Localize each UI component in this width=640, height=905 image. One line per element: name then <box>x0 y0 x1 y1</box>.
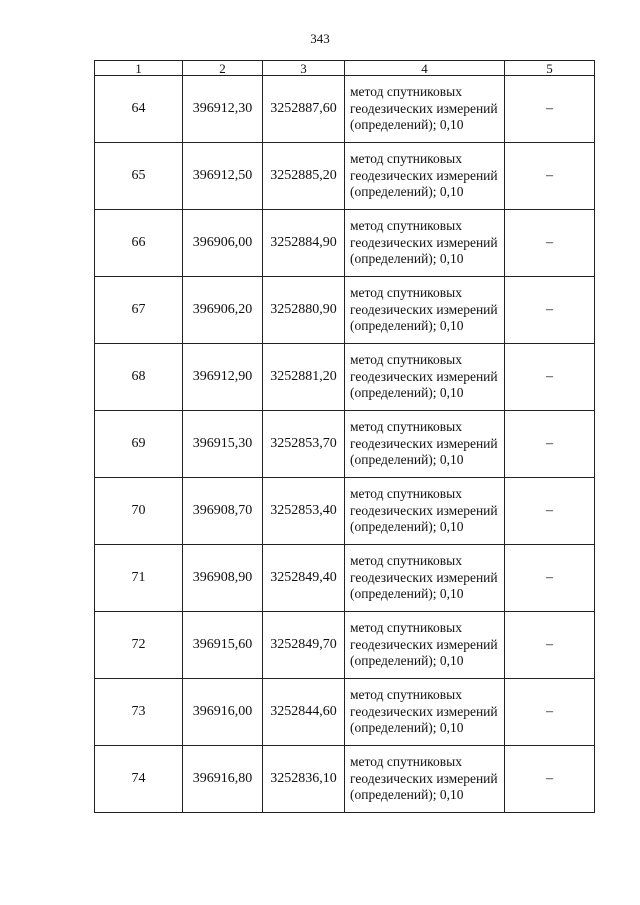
table-row <box>95 411 595 478</box>
method-cell: метод спутниковых геодезических измерений (определений); 0,10 <box>345 76 505 143</box>
x-coordinate-cell: 396916,00 <box>183 679 263 746</box>
method-cell: метод спутниковых геодезических измерений (определений); 0,10 <box>345 277 505 344</box>
method-cell: метод спутниковых геодезических измерений (определений); 0,10 <box>345 545 505 612</box>
y-coordinate-cell: 3252884,90 <box>263 210 345 277</box>
table-row <box>95 344 595 411</box>
table-row <box>95 76 595 143</box>
point-number-cell: 70 <box>95 478 183 545</box>
note-cell: – <box>505 612 595 679</box>
x-coordinate-cell: 396915,30 <box>183 411 263 478</box>
table-row <box>95 210 595 277</box>
x-coordinate-cell: 396912,90 <box>183 344 263 411</box>
x-coordinate-cell: 396908,90 <box>183 545 263 612</box>
point-number-cell: 64 <box>95 76 183 143</box>
column-header-2: 2 <box>183 61 263 76</box>
point-number-cell: 74 <box>95 746 183 813</box>
x-coordinate-cell: 396906,20 <box>183 277 263 344</box>
note-cell: – <box>505 679 595 746</box>
y-coordinate-cell: 3252849,70 <box>263 612 345 679</box>
note-cell: – <box>505 344 595 411</box>
y-coordinate-cell: 3252885,20 <box>263 143 345 210</box>
y-coordinate-cell: 3252853,70 <box>263 411 345 478</box>
point-number-cell: 67 <box>95 277 183 344</box>
note-cell: – <box>505 478 595 545</box>
method-cell: метод спутниковых геодезических измерений (определений); 0,10 <box>345 746 505 813</box>
method-cell: метод спутниковых геодезических измерений (определений); 0,10 <box>345 411 505 478</box>
column-header-5: 5 <box>505 61 595 76</box>
point-number-cell: 69 <box>95 411 183 478</box>
page-number: 343 <box>310 31 330 46</box>
table-row <box>95 612 595 679</box>
table-row <box>95 143 595 210</box>
method-cell: метод спутниковых геодезических измерений (определений); 0,10 <box>345 679 505 746</box>
note-cell: – <box>505 143 595 210</box>
note-cell: – <box>505 411 595 478</box>
y-coordinate-cell: 3252880,90 <box>263 277 345 344</box>
y-coordinate-cell: 3252881,20 <box>263 344 345 411</box>
note-cell: – <box>505 746 595 813</box>
y-coordinate-cell: 3252836,10 <box>263 746 345 813</box>
coordinates-table <box>94 60 595 813</box>
point-number-cell: 65 <box>95 143 183 210</box>
point-number-cell: 68 <box>95 344 183 411</box>
table-row <box>95 746 595 813</box>
table-row <box>95 478 595 545</box>
column-header-1: 1 <box>95 61 183 76</box>
note-cell: – <box>505 277 595 344</box>
note-cell: – <box>505 210 595 277</box>
note-cell: – <box>505 545 595 612</box>
method-cell: метод спутниковых геодезических измерений (определений); 0,10 <box>345 210 505 277</box>
y-coordinate-cell: 3252849,40 <box>263 545 345 612</box>
table-row <box>95 679 595 746</box>
table-row <box>95 277 595 344</box>
x-coordinate-cell: 396916,80 <box>183 746 263 813</box>
x-coordinate-cell: 396915,60 <box>183 612 263 679</box>
y-coordinate-cell: 3252844,60 <box>263 679 345 746</box>
method-cell: метод спутниковых геодезических измерений (определений); 0,10 <box>345 478 505 545</box>
column-header-4: 4 <box>345 61 505 76</box>
method-cell: метод спутниковых геодезических измерений (определений); 0,10 <box>345 143 505 210</box>
point-number-cell: 72 <box>95 612 183 679</box>
column-header-3: 3 <box>263 61 345 76</box>
x-coordinate-cell: 396908,70 <box>183 478 263 545</box>
x-coordinate-cell: 396906,00 <box>183 210 263 277</box>
header-row <box>95 61 595 76</box>
point-number-cell: 66 <box>95 210 183 277</box>
table-row <box>95 545 595 612</box>
method-cell: метод спутниковых геодезических измерений (определений); 0,10 <box>345 344 505 411</box>
method-cell: метод спутниковых геодезических измерений (определений); 0,10 <box>345 612 505 679</box>
y-coordinate-cell: 3252853,40 <box>263 478 345 545</box>
point-number-cell: 73 <box>95 679 183 746</box>
table-body <box>95 76 595 813</box>
point-number-cell: 71 <box>95 545 183 612</box>
x-coordinate-cell: 396912,50 <box>183 143 263 210</box>
x-coordinate-cell: 396912,30 <box>183 76 263 143</box>
note-cell: – <box>505 76 595 143</box>
y-coordinate-cell: 3252887,60 <box>263 76 345 143</box>
